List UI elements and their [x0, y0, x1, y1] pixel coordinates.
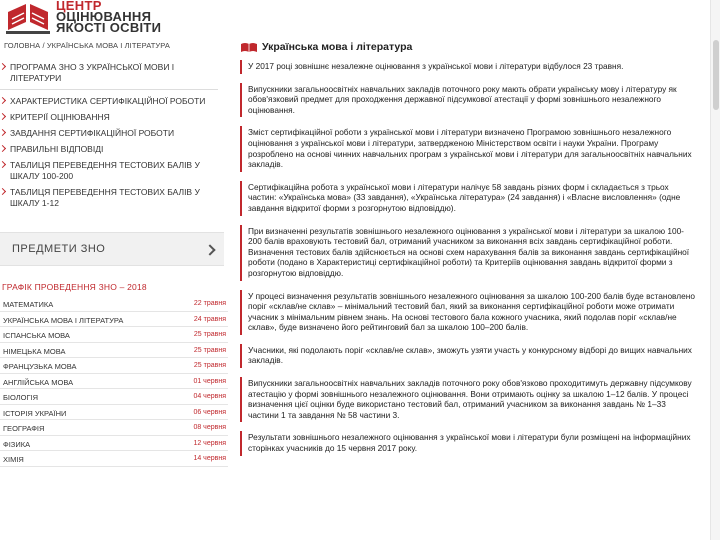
schedule-subject: МАТЕМАТИКА: [3, 300, 54, 309]
sidebar-item-label: ЗАВДАННЯ СЕРТИФІКАЦІЙНОЇ РОБОТИ: [10, 128, 175, 138]
sidebar-item-label: ТАБЛИЦЯ ПЕРЕВЕДЕННЯ ТЕСТОВИХ БАЛІВ У ШКАЛУ 1-12: [10, 187, 200, 208]
sidebar-item-criteria[interactable]: [0, 112, 214, 123]
logo-text: [56, 0, 161, 33]
chevron-right-icon: [0, 113, 6, 120]
schedule-row[interactable]: [0, 374, 228, 390]
content-paragraph: Учасники, які подолають поріг «склав/не склав», зможуть узяти участь у конкурсному відборі до вищих навчальних закладів.: [240, 344, 696, 368]
content-paragraph: Зміст сертифікаційної роботи з української мови і літератури визначено Програмою зовнішнього незалежного оцінювання з української мови і літератури, затвердженою Міністерством освіти і науки України. Програму розроблено на основі чинних навчальних програм з української мови і літератури для загальноосвітніх навчальних закладів.: [240, 126, 696, 171]
schedule-date: 25 травня: [193, 346, 226, 354]
content-paragraph: У 2017 році зовнішнє незалежне оцінювання з української мови і літератури відбулося 23 травня.: [240, 60, 696, 74]
schedule-subject: ІСПАНСЬКА МОВА: [3, 331, 70, 340]
schedule-list: [0, 296, 228, 467]
open-book-icon: [240, 42, 258, 53]
logo-line-1: ЦЕНТР: [56, 0, 102, 13]
sidebar-item-tasks[interactable]: [0, 128, 214, 139]
schedule-subject: БІОЛОГІЯ: [3, 393, 39, 402]
main-content: [240, 60, 696, 465]
schedule-row[interactable]: [0, 312, 228, 328]
schedule-date: 06 червня: [193, 408, 226, 416]
schedule-row[interactable]: [0, 296, 228, 312]
content-paragraph: Випускники загальноосвітніх навчальних закладів поточного року мають обрати українську мову і літературу як обов'язковий предмет для проходження державної підсумкової атестації у формі зовнішнього незалежного оцінювання.: [240, 83, 696, 118]
sidebar-item-program[interactable]: [0, 62, 214, 84]
subjects-button[interactable]: [0, 232, 224, 266]
divider: [0, 89, 218, 90]
page-scrollbar[interactable]: [710, 0, 720, 540]
sidebar-item-label: КРИТЕРІЇ ОЦІНЮВАННЯ: [10, 112, 110, 122]
sidebar-item-answers[interactable]: [0, 144, 214, 155]
content-paragraph: Сертифікаційна робота з української мови і літератури налічує 58 завдань різних форм і складається з трьох частин: «Українська мова» (33 завдання), «Українська література» (24 завдання) і «Власне висловлення» (одне завдання відкритої форми з розгорнутою відповіддю).: [240, 181, 696, 216]
content-paragraph: Випускники загальноосвітніх навчальних закладів поточного року обов'язково проходитимуть державну підсумкову атестацію у формі зовнішнього незалежного оцінювання. Вони отримають оцінку за шкалою 1–12 балів. У процесі визначення цієї оцінки буде використано тестовий бал, отриманий учасником за виконання завдань № 1–33 частини 1 та завдання № 58 частини 3.: [240, 377, 696, 422]
chevron-right-icon: [0, 161, 6, 168]
schedule-date: 25 травня: [193, 331, 226, 338]
scrollbar-thumb[interactable]: [713, 40, 719, 110]
chevron-right-icon: [0, 129, 6, 136]
schedule-date: 04 червня: [193, 393, 226, 400]
schedule-date: 08 червня: [193, 424, 226, 431]
site-logo[interactable]: [2, 0, 202, 38]
schedule-date: 25 травня: [193, 362, 226, 369]
schedule-date: 01 червня: [193, 377, 226, 385]
schedule-subject: ГЕОГРАФІЯ: [3, 424, 45, 433]
schedule-subject: ФІЗИКА: [3, 439, 31, 449]
schedule-subject: НІМЕЦЬКА МОВА: [3, 346, 66, 356]
subjects-button-label: ПРЕДМЕТИ ЗНО: [12, 243, 106, 255]
chevron-right-icon: [0, 145, 6, 152]
page-title: Українська мова і література: [262, 41, 413, 53]
schedule-row[interactable]: [0, 420, 228, 436]
chevron-right-icon: [204, 244, 215, 255]
schedule-row[interactable]: [0, 327, 228, 343]
content-paragraph: При визначенні результатів зовнішнього незалежного оцінювання з української мови і літератури за шкалою 100-200 балів враховують тестовий бал, отриманий учасником за виконання всіх завдань сертифікаційної роботи. Визначення тестових балів здійснюється на основі схем нарахування балів за виконання завдань сертифікаційної роботи (подано в Характеристиці сертифікаційної роботи) та Критеріїв оцінювання завдань відкритої форми з розгорнутою відповіддю.: [240, 225, 696, 281]
schedule-subject: ІСТОРІЯ УКРАЇНИ: [3, 408, 67, 418]
sidebar-item-label: ПРАВИЛЬНІ ВІДПОВІДІ: [10, 144, 104, 154]
schedule-subject: ХІМІЯ: [3, 455, 24, 464]
schedule-date: 12 червня: [193, 439, 226, 447]
schedule-row[interactable]: [0, 358, 228, 374]
chevron-right-icon: [0, 188, 6, 195]
sidebar-menu: [0, 62, 222, 214]
schedule-row[interactable]: [0, 389, 228, 405]
book-logo-icon: [6, 0, 50, 34]
schedule-date: 24 травня: [193, 315, 226, 323]
logo-line-2: ОЦІНЮВАННЯ: [56, 9, 152, 24]
breadcrumb[interactable]: ГОЛОВНА / УКРАЇНСЬКА МОВА І ЛІТЕРАТУРА: [4, 41, 170, 50]
sidebar-item-label: ХАРАКТЕРИСТИКА СЕРТИФІКАЦІЙНОЇ РОБОТИ: [10, 96, 206, 106]
schedule-subject: ФРАНЦУЗЬКА МОВА: [3, 362, 77, 371]
sidebar-item-characteristics[interactable]: [0, 96, 214, 107]
schedule-subject: АНГЛІЙСЬКА МОВА: [3, 377, 74, 387]
chevron-right-icon: [0, 97, 6, 104]
schedule-date: 22 травня: [193, 300, 226, 307]
schedule-row[interactable]: [0, 451, 228, 467]
schedule-title: ГРАФІК ПРОВЕДЕННЯ ЗНО – 2018: [2, 282, 147, 292]
logo-line-3: ЯКОСТІ ОСВІТИ: [56, 20, 162, 35]
schedule-subject: УКРАЇНСЬКА МОВА І ЛІТЕРАТУРА: [3, 315, 124, 325]
chevron-right-icon: [0, 63, 6, 70]
schedule-row[interactable]: [0, 405, 228, 421]
schedule-row[interactable]: [0, 436, 228, 452]
schedule-row[interactable]: [0, 343, 228, 359]
content-paragraph: У процесі визначення результатів зовнішнього незалежного оцінювання за шкалою 100-200 балів буде встановлено поріг «склав/не склав» – мінімальний тестовий бал, який за виконання сертифікаційної роботи може отримати учасник з мінімальним рівнем знань. На основі тестового бала кожного учасника, який подолав поріг «склав/не склав», буде визначено його рейтинговий бал за шкалою 100–200 балів.: [240, 290, 696, 335]
sidebar-item-table-1-12[interactable]: [0, 187, 214, 209]
content-paragraph: Результати зовнішнього незалежного оцінювання з української мови і літератури були розміщені на інформаційних сторінках учасників до 15 червня 2017 року.: [240, 431, 696, 455]
schedule-date: 14 червня: [193, 455, 226, 462]
sidebar-item-label: ПРОГРАМА ЗНО З УКРАЇНСЬКОЇ МОВИ І ЛІТЕРАТУРИ: [10, 62, 175, 83]
sidebar-item-table-100-200[interactable]: [0, 160, 214, 182]
sidebar-item-label: ТАБЛИЦЯ ПЕРЕВЕДЕННЯ ТЕСТОВИХ БАЛІВ У ШКАЛУ 100-200: [10, 160, 200, 181]
